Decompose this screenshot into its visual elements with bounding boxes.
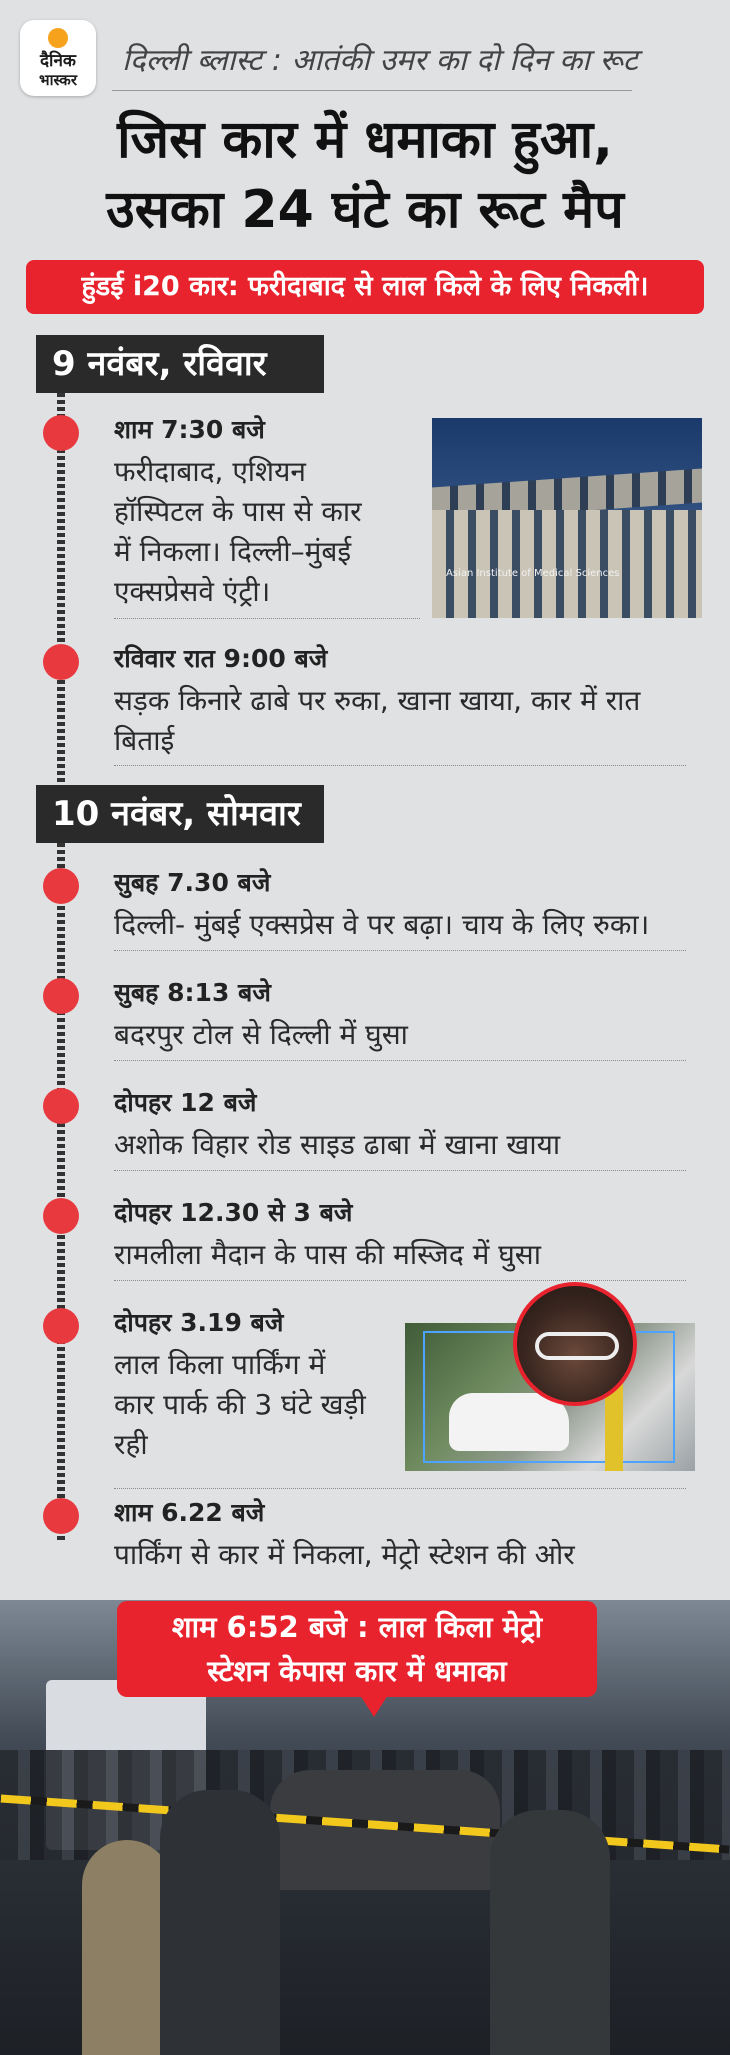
hospital-photo (432, 418, 702, 618)
timeline-event (114, 975, 408, 1055)
event-time: शाम 7:30 बजे (114, 415, 265, 444)
timeline-dot (43, 978, 79, 1014)
event-text-line: में निकला। दिल्ली–मुंबई (114, 535, 352, 568)
police-officer-shape (490, 1810, 610, 2055)
car-route-banner: हुंडई i20 कार: फरीदाबाद से लाल किले के लिए निकली। (26, 260, 704, 314)
event-text-line: फरीदाबाद, एशियन (114, 455, 306, 488)
event-text-line: लाल किला पार्किंग में (114, 1348, 326, 1381)
event-time: रविवार रात 9:00 बजे (114, 644, 328, 673)
event-text-line: रही (114, 1428, 148, 1461)
page-title-line1: जिस कार में धमाका हुआ, (117, 110, 613, 170)
hospital-sign-text: Asian Institute of Medical Sciences (446, 568, 620, 579)
event-text-line: कार पार्क की 3 घंटे खड़ी (114, 1388, 366, 1421)
event-text (114, 905, 714, 945)
divider (114, 1060, 686, 1061)
divider (114, 1170, 686, 1171)
day-label-nov10: 10 नवंबर, सोमवार (36, 785, 324, 843)
blast-callout-line2: स्टेशन केपास कार में धमाका (207, 1654, 507, 1688)
event-text-line: एक्सप्रेसवे एंट्री। (114, 575, 271, 608)
event-time: सुबह 7.30 बजे (114, 868, 271, 897)
logo-line1: दैनिक (40, 51, 76, 71)
dainik-bhaskar-logo (20, 20, 96, 96)
divider (114, 618, 420, 619)
suspect-face-inset (513, 1282, 637, 1406)
event-text-line: पार्किंग से कार में निकला, मेट्रो स्टेशन की ओर (114, 1538, 575, 1571)
timeline-dot (43, 1308, 79, 1344)
timeline-event (114, 1195, 541, 1275)
photo-building (432, 510, 702, 618)
event-text-line: सड़क किनारे ढाबे पर रुका, खाना खाया, कार में रात (114, 684, 641, 717)
timeline-event (114, 1305, 366, 1465)
divider (114, 1488, 686, 1489)
timeline-dot (43, 868, 79, 904)
timeline-dot (43, 1198, 79, 1234)
timeline-dot (43, 415, 79, 451)
event-text (114, 452, 362, 612)
event-text (114, 1125, 560, 1165)
sun-icon (48, 28, 68, 48)
timeline-dot (43, 1498, 79, 1534)
event-text (114, 1015, 408, 1055)
header-subtitle: दिल्ली ब्लास्ट : आतंकी उमर का दो दिन का रूट (122, 43, 638, 78)
event-text-line: हॉस्पिटल के पास से कार (114, 495, 362, 528)
divider (114, 950, 686, 951)
event-text (114, 1345, 366, 1465)
callout-tail (360, 1695, 388, 1717)
event-text-line: दिल्ली- मुंबई एक्सप्रेस वे पर बढ़ा। चाय के लिए रुका। (114, 908, 650, 941)
timeline-event (114, 865, 714, 945)
event-text (114, 681, 694, 761)
event-time: दोपहर 12 बजे (114, 1088, 257, 1117)
event-text-line: बदरपुर टोल से दिल्ली में घुसा (114, 1018, 408, 1051)
event-text (114, 1535, 714, 1575)
blast-callout-line1: शाम 6:52 बजे : लाल किला मेट्रो (171, 1610, 543, 1644)
white-car-shape (449, 1393, 569, 1451)
glasses-shape (535, 1332, 619, 1360)
timeline-event (114, 1085, 560, 1165)
timeline-dot (43, 644, 79, 680)
timeline-rail (57, 393, 65, 785)
event-time: सुबह 8:13 बजे (114, 978, 271, 1007)
police-officer-shape (160, 1790, 280, 2055)
police-officer-shape (82, 1840, 172, 2055)
event-time: दोपहर 12.30 से 3 बजे (114, 1198, 353, 1227)
blast-callout (117, 1601, 597, 1697)
day-label-nov9: 9 नवंबर, रविवार (36, 335, 324, 393)
event-text-line: बिताई (114, 724, 175, 757)
logo-line2: भास्कर (39, 71, 77, 89)
timeline-event (114, 412, 362, 612)
event-text-line: अशोक विहार रोड साइड ढाबा में खाना खाया (114, 1128, 561, 1161)
divider (114, 1280, 686, 1281)
event-text-line: रामलीला मैदान के पास की मस्जिद में घुसा (114, 1238, 541, 1271)
event-time: दोपहर 3.19 बजे (114, 1308, 284, 1337)
timeline-dot (43, 1088, 79, 1124)
header-divider (112, 90, 632, 91)
page-title-line2: उसका 24 घंटे का रूट मैप (106, 180, 624, 240)
timeline-event (114, 1495, 714, 1575)
timeline-rail (57, 843, 65, 1543)
timeline-event (114, 641, 694, 761)
event-time: शाम 6.22 बजे (114, 1498, 265, 1527)
event-text (114, 1235, 541, 1275)
divider (114, 765, 686, 766)
